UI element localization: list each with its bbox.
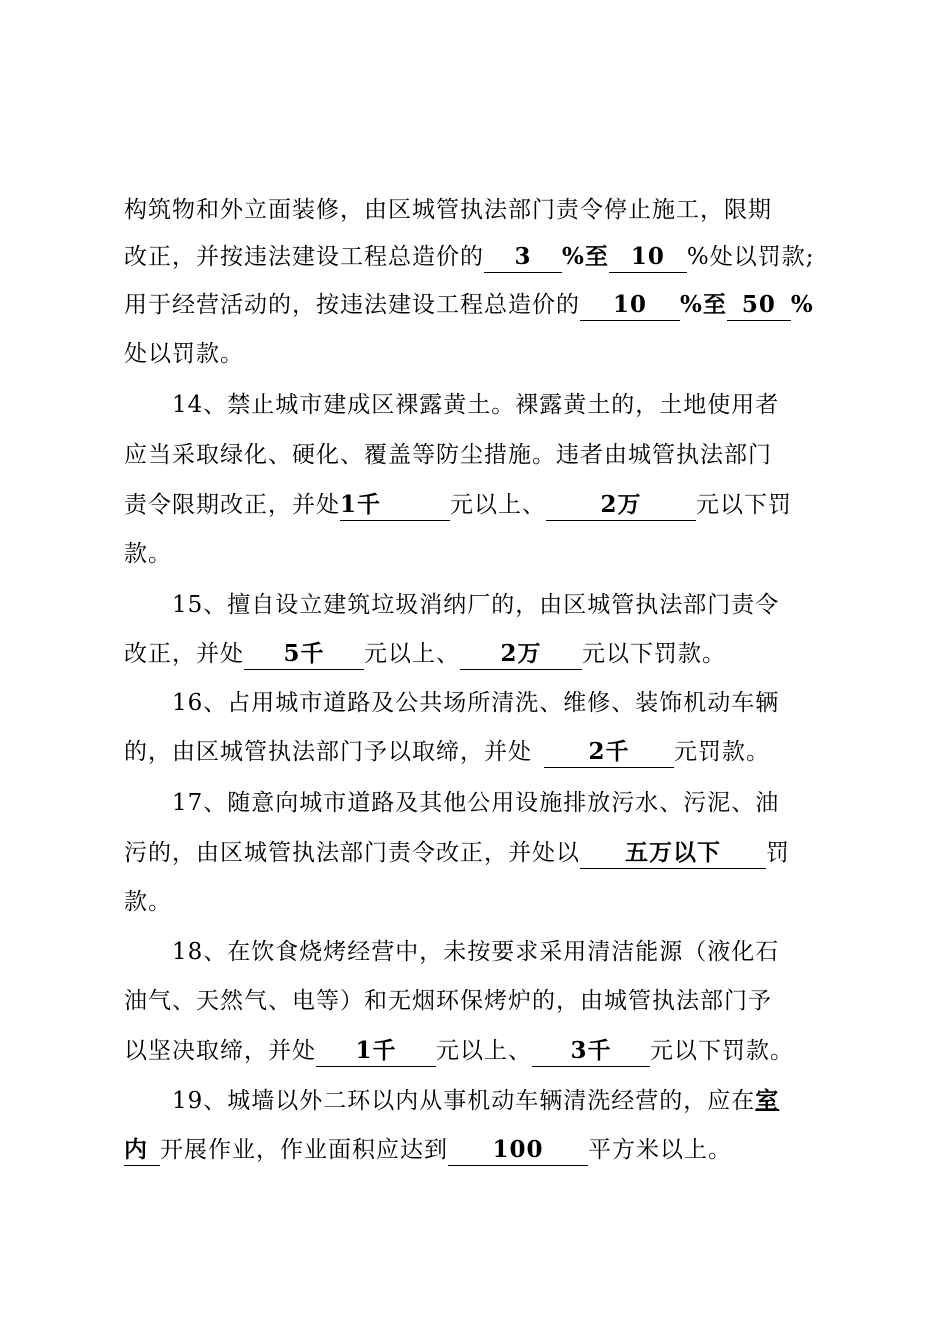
text-segment: %至 [562,243,609,270]
fill-blank: 2万 [460,639,582,670]
text-segment: 款。 [124,541,172,567]
text-segment: % [790,291,814,318]
text-segment: 罚 [766,840,790,866]
text-line [124,438,772,472]
fill-blank: 5千 [244,639,364,670]
text-segment: 款。 [124,889,172,915]
text-line [124,1034,794,1068]
text-line [124,337,244,371]
fill-blank: 10 [609,242,687,273]
text-line [172,588,779,622]
text-line [124,1133,732,1167]
fill-blank: 50 [727,290,791,321]
text-segment: 开展作业，作业面积应达到 [160,1137,448,1163]
document-page [124,0,844,1344]
text-segment: 15、擅自设立建筑垃圾消纳厂的，由区城管执法部门责令 [172,592,780,618]
text-line [124,537,172,571]
text-segment: 应当采取绿化、硬化、覆盖等防尘措施。违者由城管执法部门 [124,442,772,468]
text-segment: 以坚决取缔，并处 [124,1038,316,1064]
text-segment: 16、占用城市道路及公共场所清洗、维修、装饰机动车辆 [172,690,780,716]
fill-blank: 2万 [546,490,696,521]
emphasized-text: 室 [755,1087,780,1114]
text-segment: 元以下罚 [696,492,792,518]
text-segment: 17、随意向城市道路及其他公用设施排放污水、污泥、油 [172,790,780,816]
fill-blank: 内 [124,1135,160,1166]
text-segment: 元罚款。 [674,739,770,765]
text-segment: 19、城墙以外二环以内从事机动车辆清洗经营的，应在 [172,1088,756,1114]
text-segment: 元以下罚款。 [582,641,726,667]
text-segment: 14、禁止城市建成区裸露黄土。裸露黄土的，土地使用者 [172,392,780,418]
text-segment: 元以下罚款。 [650,1038,794,1064]
text-line [124,735,770,769]
text-line [172,935,779,969]
fill-blank: 3 [484,242,562,273]
text-line [172,1084,779,1118]
text-line [172,686,779,720]
text-line [124,836,790,870]
text-segment: 元以上、 [436,1038,532,1064]
text-segment: 改正，并按违法建设工程总造价的 [124,244,484,270]
text-segment: 改正，并处 [124,641,244,667]
text-segment: 的，由区城管执法部门予以取缔，并处 [124,739,532,765]
fill-blank: 100 [448,1135,588,1166]
text-segment: 平方米以上。 [588,1137,732,1163]
text-segment: 元以上、 [364,641,460,667]
text-line [124,637,726,671]
text-line [124,984,772,1018]
text-line [124,240,814,274]
text-line [124,488,792,522]
text-segment: %处以罚款; [686,244,815,270]
fill-blank: 1千 [316,1036,436,1067]
text-line [172,388,779,422]
text-line [124,885,172,919]
text-segment: 18、在饮食烧烤经营中，未按要求采用清洁能源（液化石 [172,939,780,965]
text-segment: 构筑物和外立面装修，由区城管执法部门责令停止施工，限期 [124,197,772,223]
fill-blank: 2千 [544,737,674,768]
fill-blank: 五万以下 [580,838,766,869]
text-line [124,193,772,227]
text-segment: 处以罚款。 [124,341,244,367]
text-segment: 用于经营活动的，按违法建设工程总造价的 [124,292,580,318]
text-line [124,288,814,322]
text-line [172,786,779,820]
fill-blank: 3千 [532,1036,650,1067]
text-segment: 元以上、 [450,492,546,518]
fill-blank: 1千 [340,490,450,521]
text-segment: %至 [680,291,727,318]
text-segment: 油气、天然气、电等）和无烟环保烤炉的，由城管执法部门予 [124,988,772,1014]
text-segment: 责令限期改正，并处 [124,492,340,518]
text-segment: 污的，由区城管执法部门责令改正，并处以 [124,840,580,866]
fill-blank: 10 [580,290,680,321]
